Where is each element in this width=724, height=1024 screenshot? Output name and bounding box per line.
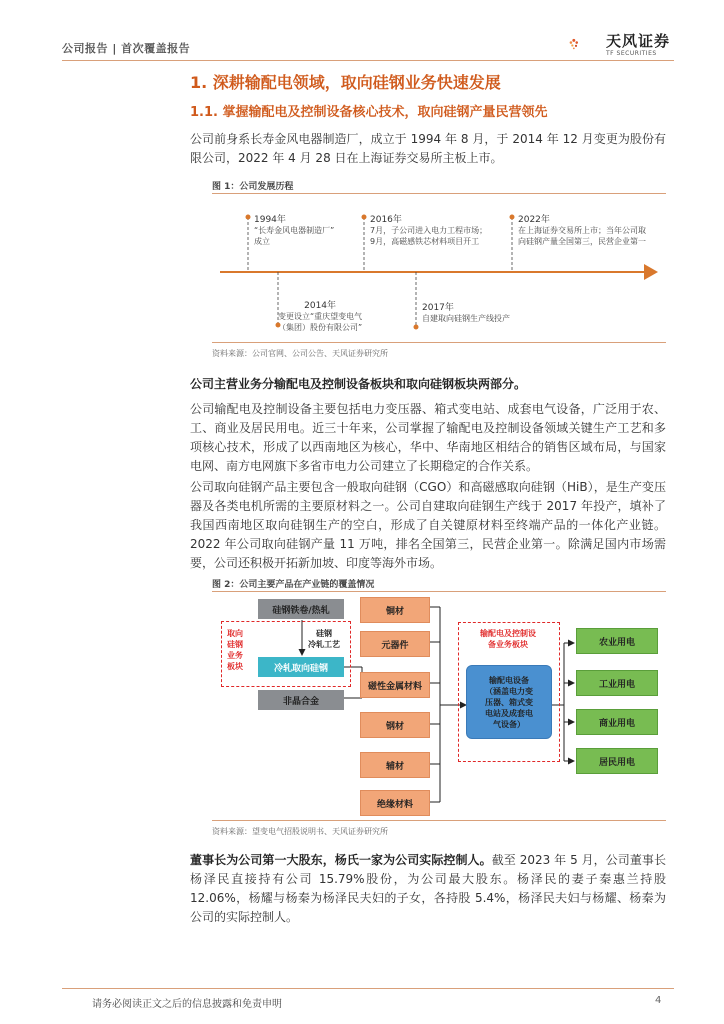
tf-logo-icon: [568, 24, 608, 64]
report-type: 公司报告 | 首次覆盖报告: [62, 42, 191, 55]
use-industry-box: 工业用电: [576, 670, 658, 696]
paragraph-equipment: 公司输配电及控制设备主要包括电力变压器、箱式变电站、成套电气设备，广泛用于农、工、商业及居民用电。近三十年来，公司掌握了输配电及控制设备领域关键生产工艺和多项核心技术，形成了以西南地区为核心，华中、华南地区相结合的销售区域布局，与国家电网、南方电网旗下多省市电力公司建立了长期稳定的合作关系。: [190, 402, 666, 473]
timeline-year: 2017年: [422, 303, 454, 313]
timeline-text: 在上海证券交易所上市；当年公司取 向硅钢产量全国第三，民营企业第一: [518, 226, 646, 246]
cold-rolling-process-label: 硅钢 冷轧工艺: [308, 629, 340, 649]
figure1-top-divider: [212, 193, 666, 194]
amorphous-alloy-box: 非晶合金: [258, 690, 344, 710]
hot-rolled-coil-box: 硅钢铁卷/热轧: [258, 599, 344, 619]
timeline-text: 变更设立“重庆望变电气 （集团）股份有限公司”: [278, 312, 363, 332]
material-auxiliary-box: 辅材: [360, 752, 430, 778]
material-copper-box: 铜材: [360, 597, 430, 623]
use-residential-box: 居民用电: [576, 748, 658, 774]
figure2-title: 图 2：公司主要产品在产业链的覆盖情况: [212, 580, 375, 590]
figure1-source: 资料来源：公司官网、公司公告、天风证券研究所: [212, 349, 388, 358]
material-magnetic-metal-box: 磁性金属材料: [360, 672, 430, 698]
timeline-event-2014: [278, 298, 362, 333]
footer-divider: [62, 988, 674, 989]
paragraph-history: 公司前身系长寿金风电器制造厂，成立于 1994 年 8 月，于 2014 年 12 月变更为股份有限公司，2022 年 4 月 28 日在上海证券交易所主板上市。: [190, 132, 666, 165]
figure2-top-divider: [212, 591, 666, 592]
timeline-text: 7月，子公司进入电力工程市场； 9月，高磁感铁芯材料项目开工: [370, 226, 488, 246]
distribution-equipment-box: 输配电设备 （涵盖电力变 压器、箱式变 电站及成套电 气设备）: [466, 665, 552, 739]
cold-rolled-silicon-steel-box: 冷轧取向硅钢: [258, 657, 344, 677]
timeline-text: “长寿金风电器制造厂” 成立: [254, 226, 335, 246]
paragraph-shareholders: [190, 851, 666, 927]
silicon-steel-segment-label: 取向 硅钢 业务 板块: [227, 629, 243, 671]
subsection-heading: 1.1. 掌握输配电及控制设备核心技术，取向硅钢产量民营领先: [190, 105, 548, 120]
material-insulation-box: 绝缘材料: [360, 790, 430, 816]
logo-name: 天风证券: [606, 32, 671, 50]
equipment-segment-label: 输配电及控制设 备业务板块: [480, 629, 536, 649]
timeline-event-1994: [254, 212, 334, 247]
timeline-year: 1994年: [254, 215, 286, 225]
logo-subtitle: TF SECURITIES: [606, 50, 657, 57]
figure1-title: 图 1：公司发展历程: [212, 182, 294, 192]
shareholders-detail: 截至 2023 年 5 月，公司董事长杨泽民直接持有公司 15.79%股份，为公司最大股东。杨泽民的妻子秦惠兰持股 12.06%，杨耀与杨秦为杨泽民夫妇的子女，各持股 5.4%，杨泽民夫妇与杨耀、杨秦为公司的实际控制人。: [190, 853, 666, 924]
page-number: 4: [655, 995, 662, 1006]
timeline-text: 自建取向硅钢生产线投产: [422, 314, 510, 323]
timeline-event-2022: [518, 212, 646, 247]
paragraph-silicon-steel: 公司取向硅钢产品主要包含一般取向硅钢（CGO）和高磁感取向硅钢（HiB），是生产变压器及各类电机所需的主要原材料之一。公司自建取向硅钢生产线于 2017 年投产，填补了我国西南地区取向硅钢生产的空白，形成了自关键原材料至终端产品的一体化产业链。2022 年公司取向硅钢产量 11 万吨，排名全国第三，民营企业第一。除满足国内市场需要，公司还积极开拓新加坡、印度等海外市场。: [190, 480, 666, 570]
use-agriculture-box: 农业用电: [576, 628, 658, 654]
paragraph-business-segments: 公司主营业务分输配电及控制设备板块和取向硅钢板块两部分。: [190, 377, 527, 391]
shareholders-lead: 董事长为公司第一大股东，杨氏一家为公司实际控制人。: [190, 853, 492, 867]
material-components-box: 元器件: [360, 631, 430, 657]
use-commerce-box: 商业用电: [576, 709, 658, 735]
footer-disclaimer: 请务必阅读正文之后的信息披露和免责申明: [92, 999, 282, 1010]
timeline-event-2016: [370, 212, 487, 247]
timeline-event-2017: [422, 300, 510, 324]
figure1-bottom-divider: [212, 342, 666, 343]
section-heading: 1. 深耕输配电领域，取向硅钢业务快速发展: [190, 73, 501, 92]
figure2-bottom-divider: [212, 820, 666, 821]
timeline-year: 2014年: [304, 301, 337, 311]
timeline-year: 2016年: [370, 215, 402, 225]
timeline-year: 2022年: [518, 215, 550, 225]
figure2-source: 资料来源：望变电气招股说明书、天风证券研究所: [212, 827, 388, 836]
material-steel-box: 钢材: [360, 712, 430, 738]
